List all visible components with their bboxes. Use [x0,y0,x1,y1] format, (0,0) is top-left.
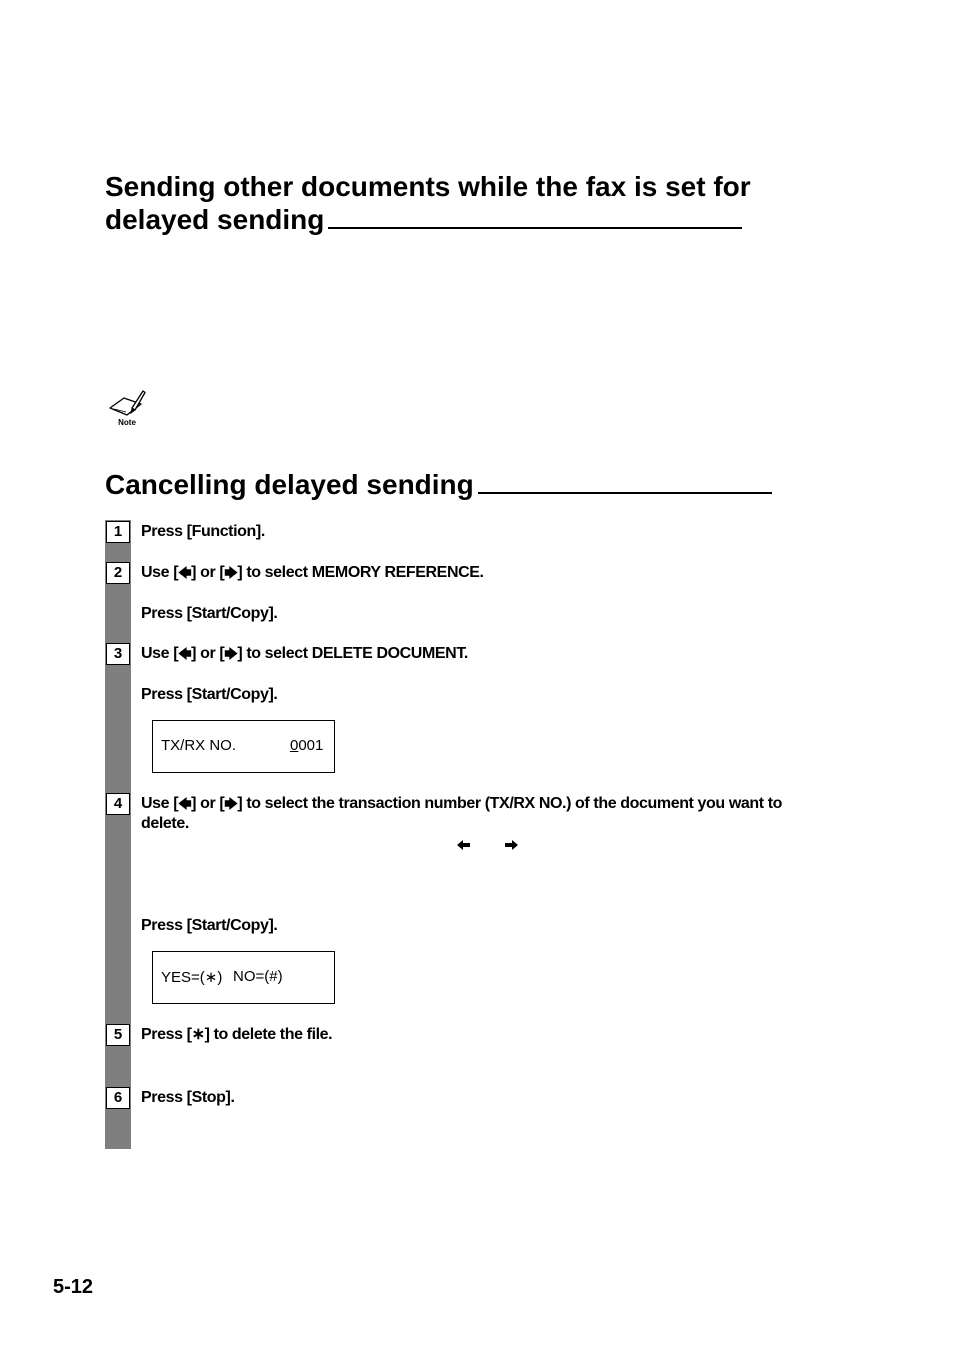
step-instruction: Use [🡄] or [🡆] to select MEMORY REFERENCE. [141,564,484,581]
section-heading-cancelling [105,468,830,501]
note-label: Note [118,418,136,427]
step-instruction: Use [🡄] or [🡆] to select DELETE DOCUMENT. [141,645,468,662]
lcd-display-confirm [152,951,335,1004]
step-number: 1 [106,521,130,543]
step-number: 3 [106,643,130,665]
right-arrow-icon: 🡆 [224,565,238,580]
step-followup: Press [Start/Copy]. [141,605,278,622]
step-number: 5 [106,1024,130,1046]
step-sidebar-bar [105,520,131,1149]
step-number: 6 [106,1087,130,1109]
step-instruction: Press [Stop]. [141,1089,235,1106]
lcd-label: TX/RX NO. [161,737,237,754]
heading-rule [328,227,742,229]
left-arrow-icon: 🡄 [178,646,192,661]
lcd-no: NO=(#) [233,968,283,985]
lcd-yes: YES=(∗) [161,969,223,986]
left-arrow-icon: 🡄 [178,796,192,811]
section-heading-delayed-sending [105,170,830,236]
section-title: Sending other documents while the fax is set for delayed sending [105,171,751,235]
right-arrow-icon [504,839,518,851]
lcd-display-txrx [152,720,335,773]
step-instruction: Press [Function]. [141,523,265,540]
step-followup: Press [Start/Copy]. [141,686,278,703]
page-number: 5-12 [53,1276,94,1298]
lcd-value: 0001 [290,737,324,754]
left-arrow-icon [457,839,471,851]
section-title: Cancelling delayed sending [105,469,474,500]
note-pencil-icon [108,389,146,429]
right-arrow-icon: 🡆 [224,646,238,661]
right-arrow-icon: 🡆 [224,796,238,811]
step-number: 4 [106,793,130,815]
step-instruction: Use [🡄] or [🡆] to select the transaction number (TX/RX NO.) of the document you want to delete. [141,795,783,832]
step-instruction: Press [∗] to delete the file. [141,1026,333,1043]
asterisk-icon: ∗ [191,1026,205,1043]
heading-rule [478,492,772,494]
left-arrow-icon: 🡄 [178,565,192,580]
step-number: 2 [106,562,130,584]
step-followup: Press [Start/Copy]. [141,917,278,934]
